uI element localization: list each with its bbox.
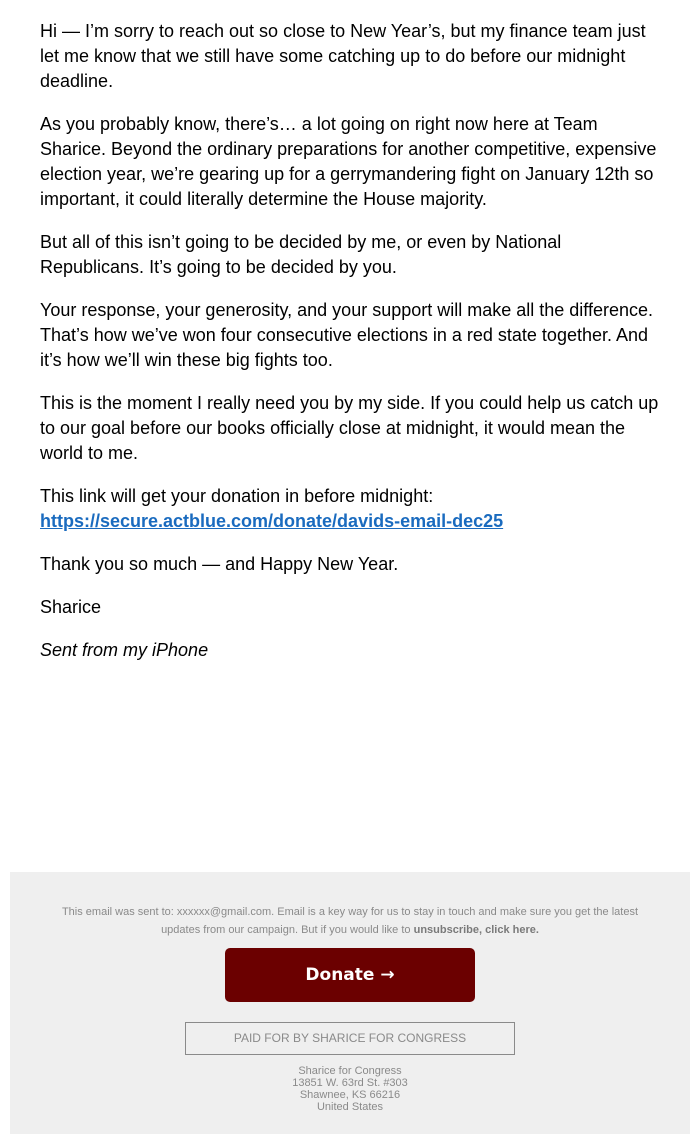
email-footer xyxy=(10,872,690,1134)
paid-for-disclaimer: PAID FOR BY SHARICE FOR CONGRESS xyxy=(185,1022,515,1055)
address-country: United States xyxy=(316,1101,384,1113)
link-intro-text: This link will get your donation in before midnight: xyxy=(40,486,434,506)
address-name: Sharice for Congress xyxy=(298,1065,402,1077)
email-paragraph: But all of this isn’t going to be decided by me, or even by National Republicans. It’s going to be decided by you. xyxy=(40,232,562,277)
thanks-text: Thank you so much — and Happy New Year. xyxy=(40,554,399,574)
footer-notice xyxy=(50,903,650,939)
address-street: 13851 W. 63rd St. #303 xyxy=(292,1077,408,1089)
donation-link-paragraph xyxy=(40,484,666,534)
donate-button[interactable]: Donate → xyxy=(225,948,475,1002)
email-body xyxy=(40,19,666,681)
mailing-address xyxy=(10,1065,690,1113)
sent-from-text: Sent from my iPhone xyxy=(40,640,209,660)
email-paragraph: As you probably know, there’s… a lot going on right now here at Team Sharice. Beyond the ordinary preparations for another competitive, expensive election year, we’re gearing up for a gerrymandering fight on January 12th so important, it could literally determine the House majority. xyxy=(40,114,657,209)
donation-link[interactable]: https://secure.actblue.com/donate/davids-email-dec25 xyxy=(40,511,504,531)
address-city: Shawnee, KS 66216 xyxy=(299,1089,401,1101)
unsubscribe-link[interactable]: unsubscribe, click here. xyxy=(413,924,539,936)
footer-notice-text: This email was sent to: xxxxxx@gmail.com. Email is a key way for us to stay in touch and make sure you get the latest updates from our campaign. But if you would like to xyxy=(61,906,639,936)
email-paragraph: This is the moment I really need you by my side. If you could help us catch up to our goal before our books officially close at midnight, it would mean the world to me. xyxy=(40,393,659,463)
email-paragraph: Your response, your generosity, and your support will make all the difference. That’s how we’ve won four consecutive elections in a red state together. And it’s how we’ll win these big fights too. xyxy=(40,300,654,370)
signature: Sharice xyxy=(40,597,102,617)
email-paragraph: Hi — I’m sorry to reach out so close to New Year’s, but my finance team just let me know that we still have some catching up to do before our midnight deadline. xyxy=(40,21,646,91)
